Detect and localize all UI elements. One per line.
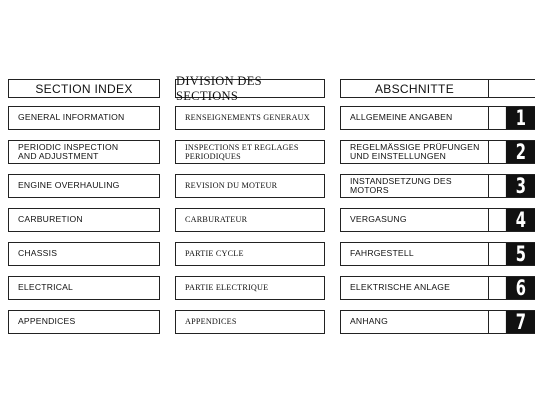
section-label: ELEKTRISCHE ANLAGE — [350, 282, 451, 293]
section-tab[interactable] — [489, 242, 535, 266]
section-label: INSTANDSETZUNG DES MOTORS — [350, 175, 452, 195]
section-en-6[interactable] — [8, 276, 160, 300]
section-label: INSPECTIONS ET REGLAGES PERIODIQUES — [185, 142, 299, 161]
header-tab-cell — [489, 79, 535, 98]
section-number: 4 — [506, 209, 535, 231]
section-label: CARBURETION — [18, 214, 83, 225]
section-label: ENGINE OVERHAULING — [18, 180, 120, 191]
section-label: APPENDICES — [185, 317, 237, 327]
section-de-5[interactable] — [340, 242, 527, 266]
section-label: PARTIE ELECTRIQUE — [185, 283, 269, 293]
section-de-7[interactable] — [340, 310, 527, 334]
section-number: 2 — [506, 141, 535, 163]
french-header: DIVISION DES SECTIONS — [175, 79, 325, 98]
section-label: ANHANG — [350, 316, 388, 327]
french-column — [175, 73, 325, 344]
english-header: SECTION INDEX — [8, 79, 160, 98]
section-label: CHASSIS — [18, 248, 58, 259]
german-header-label: ABSCHNITTE — [374, 81, 454, 96]
section-tab[interactable] — [489, 174, 535, 198]
section-en-4[interactable] — [8, 208, 160, 232]
section-fr-3[interactable] — [175, 174, 325, 198]
section-de-2[interactable] — [340, 140, 527, 164]
section-label: ELECTRICAL — [18, 282, 74, 293]
section-tab[interactable] — [489, 208, 535, 232]
section-label: VERGASUNG — [350, 214, 407, 225]
section-tab[interactable] — [489, 140, 535, 164]
section-number: 3 — [506, 175, 535, 197]
section-fr-6[interactable] — [175, 276, 325, 300]
section-label: GENERAL INFORMATION — [18, 112, 125, 123]
section-number: 7 — [506, 311, 535, 333]
german-column — [340, 79, 535, 344]
section-label: PARTIE CYCLE — [185, 249, 244, 259]
section-label: FAHRGESTELL — [350, 248, 414, 259]
section-fr-5[interactable] — [175, 242, 325, 266]
section-number: 5 — [506, 243, 535, 265]
section-label: ALLGEMEINE ANGABEN — [350, 112, 453, 123]
section-de-6[interactable] — [340, 276, 527, 300]
section-de-4[interactable] — [340, 208, 527, 232]
section-tab[interactable] — [489, 276, 535, 300]
german-header — [340, 79, 489, 98]
section-label: CARBURATEUR — [185, 215, 248, 225]
section-label: APPENDICES — [18, 316, 76, 327]
section-label: PERIODIC INSPECTION AND ADJUSTMENT — [18, 141, 119, 161]
section-fr-1[interactable] — [175, 106, 325, 130]
section-label: REGELMÄSSIGE PRÜFUNGEN UND EINSTELLUNGEN — [350, 141, 480, 161]
section-fr-4[interactable] — [175, 208, 325, 232]
section-en-5[interactable] — [8, 242, 160, 266]
section-label: RENSEIGNEMENTS GENERAUX — [185, 113, 310, 123]
section-number: 6 — [506, 277, 535, 299]
section-number: 1 — [506, 107, 535, 129]
section-en-7[interactable] — [8, 310, 160, 334]
section-de-1[interactable] — [340, 106, 527, 130]
section-tab[interactable] — [489, 310, 535, 334]
section-label: REVISION DU MOTEUR — [185, 181, 278, 191]
section-fr-2[interactable] — [175, 140, 325, 164]
section-tab[interactable] — [489, 106, 535, 130]
section-en-2[interactable] — [8, 140, 160, 164]
section-fr-7[interactable] — [175, 310, 325, 334]
section-en-3[interactable] — [8, 174, 160, 198]
section-de-3[interactable] — [340, 174, 527, 198]
english-column — [8, 79, 160, 344]
section-en-1[interactable] — [8, 106, 160, 130]
